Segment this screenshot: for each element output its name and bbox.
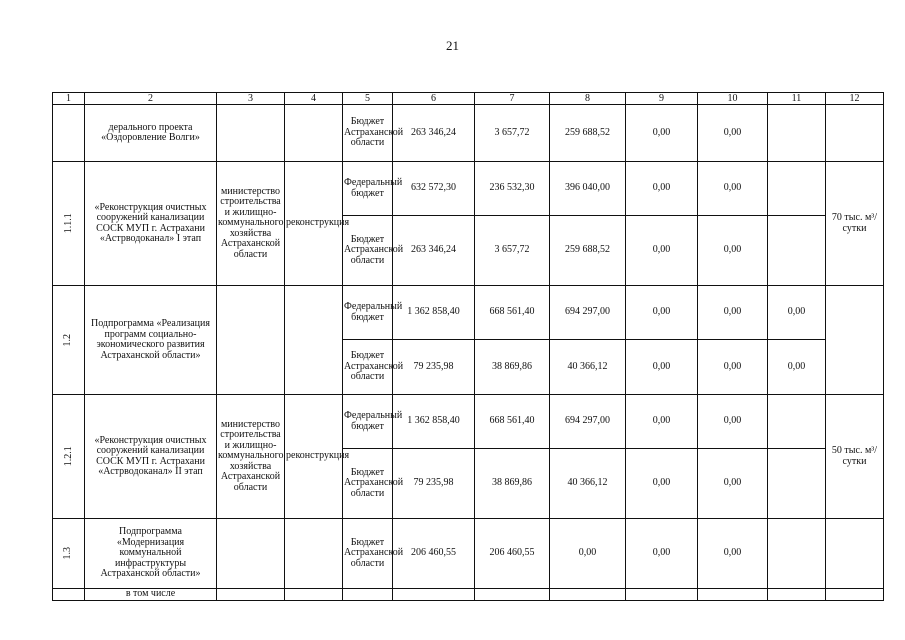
value-year1: 3 657,72 [475, 216, 550, 286]
value-year5 [768, 395, 826, 449]
col-header: 12 [826, 93, 884, 105]
row-name: «Реконструкция очистных сооружений канализации СОСК МУП г. Астрахани «Астрводоканал» II этап [85, 395, 217, 519]
row-type: реконструкция [285, 162, 343, 286]
value-year4: 0,00 [698, 286, 768, 340]
row-name: «Реконструкция очистных сооружений канализации СОСК МУП г. Астрахани «Астрводоканал» I этап [85, 162, 217, 286]
value-year3: 0,00 [626, 216, 698, 286]
page-number: 21 [446, 38, 459, 53]
value-year2: 694 297,00 [550, 395, 626, 449]
value-year2: 259 688,52 [550, 216, 626, 286]
value-year2 [550, 589, 626, 601]
value-year4 [698, 589, 768, 601]
row-executor [217, 589, 285, 601]
value-year5: 0,00 [768, 286, 826, 340]
row-name: в том числе [85, 589, 217, 601]
row-type [285, 589, 343, 601]
col-header: 11 [768, 93, 826, 105]
value-total: 79 235,98 [393, 449, 475, 519]
capacity: 70 тыс. м³/сутки [826, 162, 884, 286]
value-total: 632 572,30 [393, 162, 475, 216]
value-year2: 0,00 [550, 519, 626, 589]
value-year1: 236 532,30 [475, 162, 550, 216]
value-year4: 0,00 [698, 519, 768, 589]
value-total: 263 346,24 [393, 105, 475, 162]
row-executor [217, 286, 285, 395]
row-code: 1.2.1 [53, 395, 85, 519]
value-year3: 0,00 [626, 162, 698, 216]
value-year5: 0,00 [768, 340, 826, 395]
col-header: 8 [550, 93, 626, 105]
value-year4: 0,00 [698, 395, 768, 449]
value-year2: 694 297,00 [550, 286, 626, 340]
col-header: 3 [217, 93, 285, 105]
value-year3 [626, 589, 698, 601]
col-header: 10 [698, 93, 768, 105]
value-year3: 0,00 [626, 449, 698, 519]
table-row [53, 519, 884, 589]
value-year1: 206 460,55 [475, 519, 550, 589]
value-total: 1 362 858,40 [393, 286, 475, 340]
value-year1: 3 657,72 [475, 105, 550, 162]
row-executor: министерство строительства и жилищно-коммунального хозяйства Астраханской области [217, 162, 285, 286]
value-year2: 40 366,12 [550, 340, 626, 395]
budget-source: Федеральный бюджет [343, 286, 393, 340]
budget-source: Федеральный бюджет [343, 162, 393, 216]
col-header: 4 [285, 93, 343, 105]
program-table [52, 92, 884, 601]
budget-source: Бюджет Астраханской области [343, 519, 393, 589]
value-year3: 0,00 [626, 105, 698, 162]
budget-source: Бюджет Астраханской области [343, 216, 393, 286]
row-type [285, 105, 343, 162]
value-year1: 38 869,86 [475, 340, 550, 395]
budget-source: Бюджет Астраханской области [343, 449, 393, 519]
value-year3: 0,00 [626, 395, 698, 449]
budget-source: Бюджет Астраханской области [343, 340, 393, 395]
value-year2: 40 366,12 [550, 449, 626, 519]
row-executor [217, 519, 285, 589]
value-year4: 0,00 [698, 105, 768, 162]
capacity [826, 286, 884, 395]
row-name: Подпрограмма «Реализация программ социально-экономического развития Астраханской области» [85, 286, 217, 395]
col-header: 9 [626, 93, 698, 105]
value-total: 263 346,24 [393, 216, 475, 286]
col-header: 1 [53, 93, 85, 105]
table-row [53, 105, 884, 162]
value-year5 [768, 519, 826, 589]
col-header: 2 [85, 93, 217, 105]
capacity [826, 519, 884, 589]
value-year4: 0,00 [698, 449, 768, 519]
capacity: 50 тыс. м³/сутки [826, 395, 884, 519]
row-type [285, 519, 343, 589]
value-year4: 0,00 [698, 216, 768, 286]
value-year5 [768, 589, 826, 601]
capacity [826, 589, 884, 601]
col-header: 6 [393, 93, 475, 105]
value-year1: 38 869,86 [475, 449, 550, 519]
row-executor: министерство строительства и жилищно-коммунального хозяйства Астраханской области [217, 395, 285, 519]
value-total [393, 589, 475, 601]
table-row [53, 162, 884, 216]
table-row [53, 395, 884, 449]
budget-source: Федеральный бюджет [343, 395, 393, 449]
value-year5 [768, 216, 826, 286]
table-row [53, 286, 884, 340]
row-name: дерального проекта «Оздоровление Волги» [85, 105, 217, 162]
row-code: 1.3 [53, 519, 85, 589]
row-executor [217, 105, 285, 162]
value-year5 [768, 105, 826, 162]
row-code [53, 589, 85, 601]
value-year1: 668 561,40 [475, 286, 550, 340]
capacity [826, 105, 884, 162]
value-total: 206 460,55 [393, 519, 475, 589]
value-total: 1 362 858,40 [393, 395, 475, 449]
col-header: 7 [475, 93, 550, 105]
row-code: 1.1.1 [53, 162, 85, 286]
value-year1 [475, 589, 550, 601]
value-total: 79 235,98 [393, 340, 475, 395]
value-year3: 0,00 [626, 340, 698, 395]
row-code: 1.2 [53, 286, 85, 395]
row-type [285, 286, 343, 395]
value-year5 [768, 449, 826, 519]
value-year4: 0,00 [698, 162, 768, 216]
header-row [53, 93, 884, 105]
value-year5 [768, 162, 826, 216]
value-year3: 0,00 [626, 519, 698, 589]
value-year1: 668 561,40 [475, 395, 550, 449]
value-year3: 0,00 [626, 286, 698, 340]
table-row [53, 589, 884, 601]
row-type: реконструкция [285, 395, 343, 519]
row-code [53, 105, 85, 162]
budget-source: Бюджет Астраханской области [343, 105, 393, 162]
budget-source [343, 589, 393, 601]
value-year2: 396 040,00 [550, 162, 626, 216]
value-year4: 0,00 [698, 340, 768, 395]
value-year2: 259 688,52 [550, 105, 626, 162]
col-header: 5 [343, 93, 393, 105]
row-name: Подпрограмма «Модернизация коммунальной инфраструктуры Астраханской области» [85, 519, 217, 589]
